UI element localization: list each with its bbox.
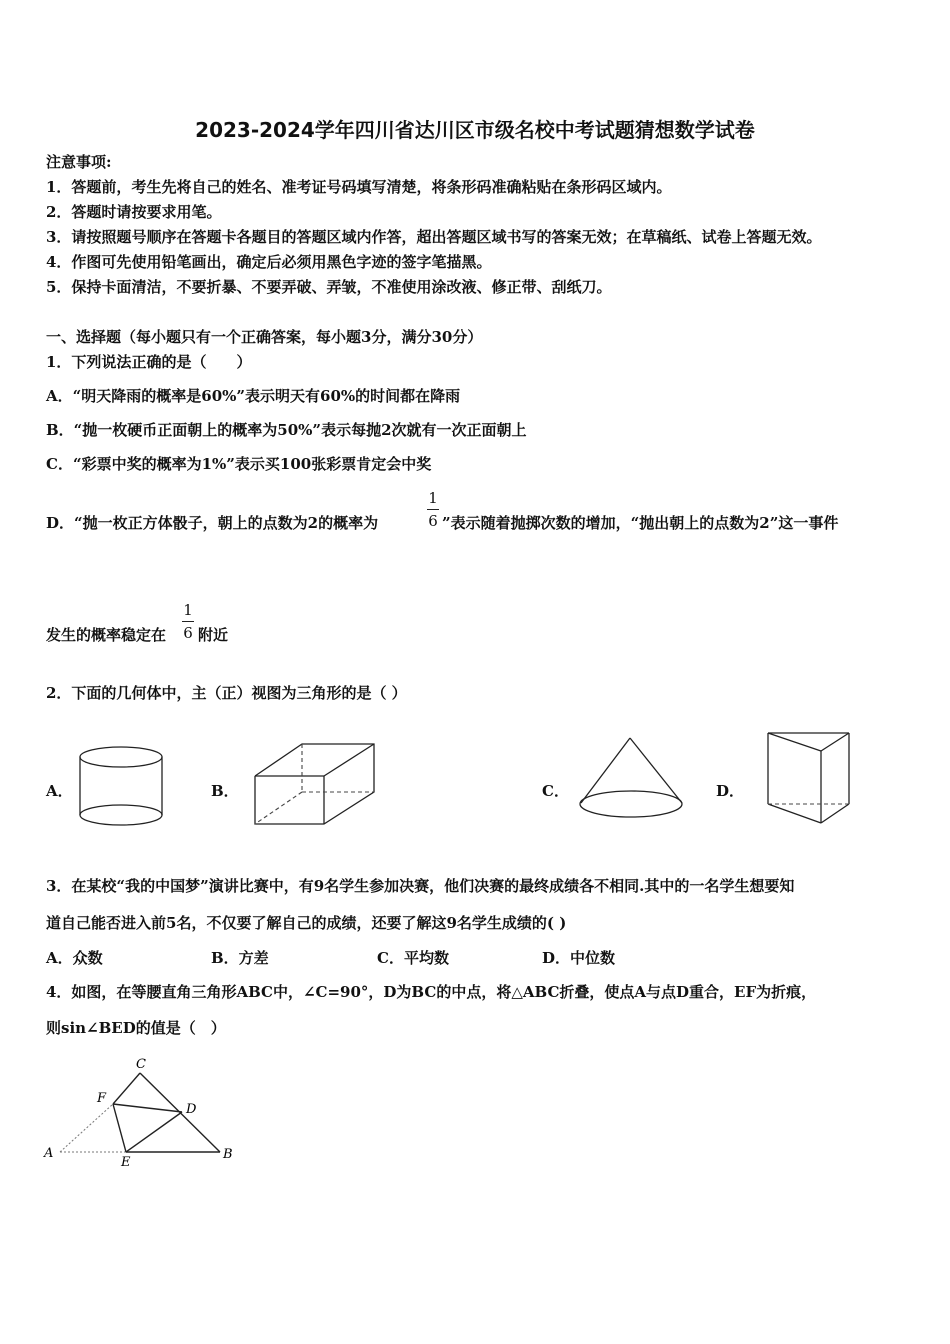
label-c: C	[136, 1057, 146, 1072]
q1-option-d-part4: 附近	[198, 626, 229, 644]
cone-figure	[578, 735, 688, 825]
frac-bar	[427, 509, 439, 510]
q4-stem-line2: 则sin∠BED的值是（ ）	[46, 1019, 226, 1037]
q3-option-c: C．平均数	[377, 949, 449, 967]
q3-option-a: A．众数	[46, 949, 103, 967]
q3-option-d: D．中位数	[542, 949, 616, 967]
q2-option-b-label: B．	[211, 782, 239, 800]
fraction-one-sixth	[426, 490, 440, 529]
q4-stem-line1: 4．如图，在等腰直角三角形ABC中，∠C=90°，D为BC的中点，将△ABC折叠，使点A与点D重合，EF为折痕，	[46, 983, 817, 1001]
q2-stem: 2．下面的几何体中，主（正）视图为三角形的是（ ）	[46, 684, 407, 702]
q1-option-a: A．“明天降雨的概率是60%”表示明天有60%的时间都在降雨	[46, 387, 461, 405]
label-b: B	[223, 1147, 233, 1162]
triangle-fold-figure	[40, 1052, 240, 1170]
q3-option-b: B．方差	[211, 949, 269, 967]
frac-denominator: 6	[183, 624, 193, 642]
q1-option-d-part2: ”表示随着抛掷次数的增加，“抛出朝上的点数为2”这一事件	[442, 514, 839, 532]
q3-stem-line1: 3．在某校“我的中国梦”演讲比赛中，有9名学生参加决赛，他们决赛的最终成绩各不相同.其中的一名学生想要知	[46, 877, 795, 895]
q1-option-b: B．“抛一枚硬币正面朝上的概率为50%”表示每抛2次就有一次正面朝上	[46, 421, 527, 439]
q2-option-d-label: D．	[716, 782, 745, 800]
q1-option-d-part1: D．“抛一枚正方体骰子，朝上的点数为2的概率为	[46, 514, 379, 532]
cuboid-figure	[252, 742, 377, 832]
notice-item: 5．保持卡面清洁，不要折暴、不要弄破、弄皱，不准使用涂改液、修正带、刮纸刀。	[46, 278, 612, 296]
frac-numerator: 1	[183, 601, 193, 619]
label-a: A	[44, 1146, 54, 1161]
notice-item: 3．请按照题号顺序在答题卡各题目的答题区域内作答，超出答题区域书写的答案无效；在草稿纸、试卷上答题无效。	[46, 228, 822, 246]
notice-item: 4．作图可先使用铅笔画出，确定后必须用黑色字迹的签字笔描黑。	[46, 253, 492, 271]
label-d: D	[186, 1102, 197, 1117]
frac-denominator: 6	[428, 512, 438, 530]
notice-item: 1．答题前，考生先将自己的姓名、准考证号码填写清楚，将条形码准确粘贴在条形码区域内。	[46, 178, 672, 196]
q2-option-a-label: A．	[46, 782, 73, 800]
notice-heading: 注意事项:	[46, 153, 112, 171]
q1-option-c: C．“彩票中奖的概率为1%”表示买100张彩票肯定会中奖	[46, 455, 432, 473]
q3-stem-line2: 道自己能否进入前5名，不仅要了解自己的成绩，还要了解这9名学生成绩的( )	[46, 914, 567, 932]
section-heading: 一、选择题（每小题只有一个正确答案，每小题3分，满分30分）	[46, 328, 483, 346]
label-e: E	[121, 1155, 131, 1170]
notice-item: 2．答题时请按要求用笔。	[46, 203, 222, 221]
page-title: 2023-2024学年四川省达川区市级名校中考试题猜想数学试卷	[195, 118, 755, 142]
q1-stem: 1．下列说法正确的是（ ）	[46, 353, 252, 371]
q1-option-d-part3: 发生的概率稳定在	[46, 626, 167, 644]
label-f: F	[97, 1091, 107, 1106]
frac-numerator: 1	[428, 489, 438, 507]
triangular-prism-figure	[763, 729, 855, 829]
q2-option-c-label: C．	[542, 782, 569, 800]
frac-bar	[182, 621, 194, 622]
fraction-one-sixth	[181, 602, 195, 641]
cylinder-figure	[78, 745, 168, 830]
